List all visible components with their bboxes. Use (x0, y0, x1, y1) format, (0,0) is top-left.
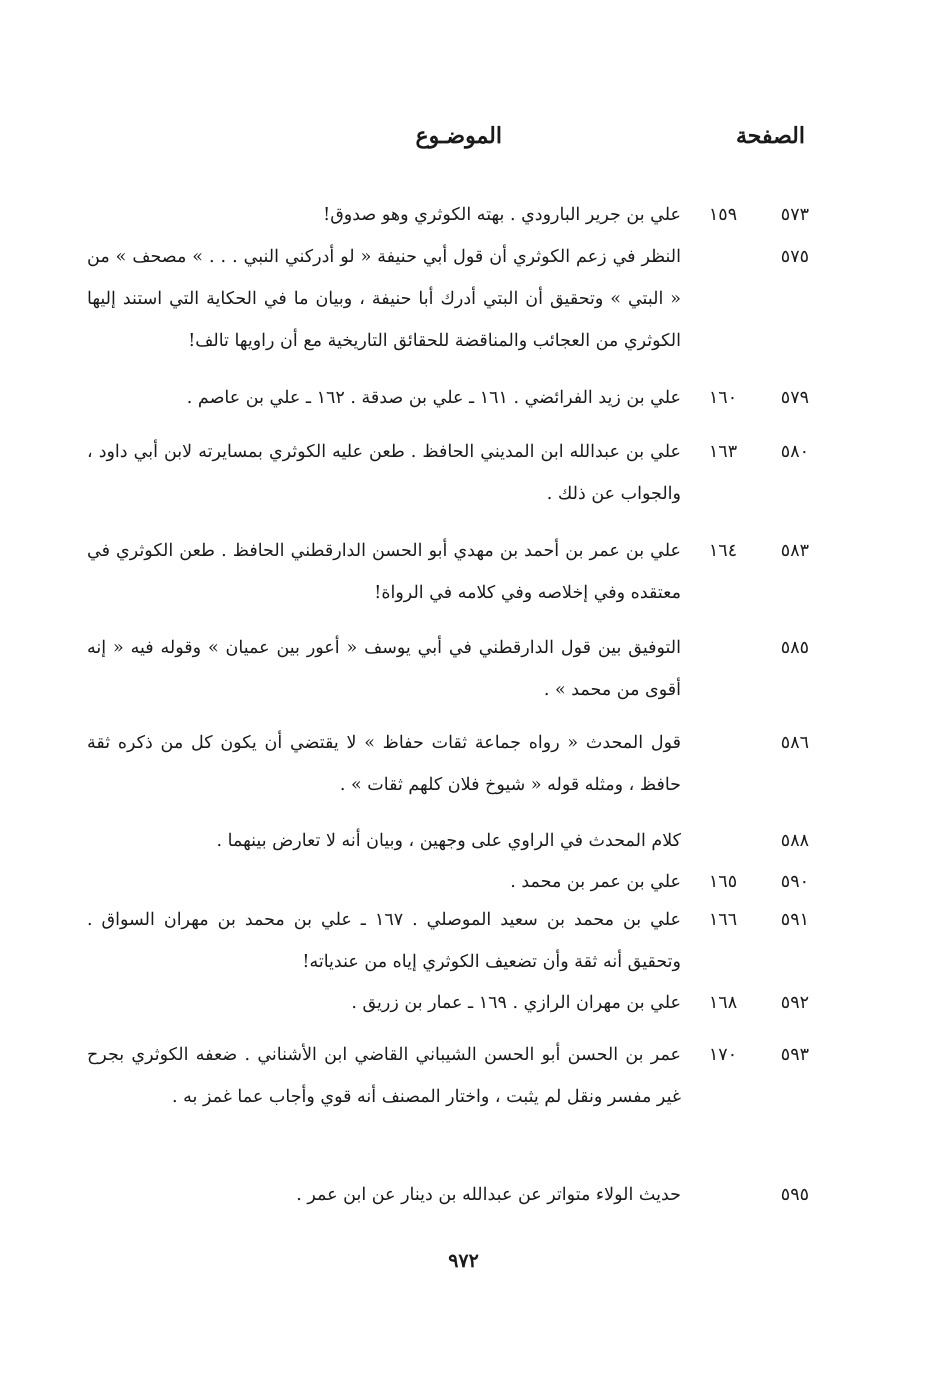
entry-page-number: ٥٩٢ (780, 993, 809, 1013)
index-entry (87, 627, 809, 711)
index-entry (87, 194, 809, 236)
topic-column-header: الموضـوع (415, 123, 502, 149)
entry-item-number: ١٦٤ (708, 541, 738, 561)
entry-page-number: ٥٩٥ (780, 1185, 809, 1205)
entry-page-number: ٥٩١ (780, 910, 809, 930)
entry-text: النظر في زعم الكوثري أن قول أبي حنيفة « لو أدركني النبي . . . » مصحف » من « البتي » وتحقيق أن البتي أدرك أبا حنيفة ، وبيان ما في الحكاية التي استند إليها الكوثري من العجائب والمناقضة للحقائق التاريخية مع أن راويها تالف! (87, 247, 681, 351)
entry-page-number: ٥٧٥ (780, 247, 809, 267)
entry-item-number: ١٦٣ (708, 442, 738, 462)
index-entry (87, 1034, 809, 1118)
index-entry (87, 899, 809, 983)
entry-item-number: ١٧٠ (708, 1045, 738, 1065)
entry-page-number: ٥٨٨ (780, 831, 809, 851)
entry-text: عمر بن الحسن أبو الحسن الشيباني القاضي ابن الأشناني . ضعفه الكوثري بجرح غير مفسر ونقل لم يثبت ، واختار المصنف أنه قوي وأجاب عما غمز به . (87, 1045, 681, 1107)
index-entry (87, 861, 809, 903)
entry-text: قول المحدث « رواه جماعة ثقات حفاظ » لا يقتضي أن يكون كل من ذكره ثقة حافظ ، ومثله قوله « شيوخ فلان كلهم ثقات » . (87, 733, 681, 795)
entry-item-number: ١٦٠ (708, 388, 738, 408)
entry-page-number: ٥٧٩ (780, 388, 809, 408)
index-entry (87, 377, 809, 419)
page-number: ٩٧٢ (448, 1250, 479, 1272)
entry-text: علي بن محمد بن سعيد الموصلي . ١٦٧ ـ علي بن محمد بن مهران السواق . وتحقيق أنه ثقة وأن تضعيف الكوثري إياه من عندياته! (87, 910, 681, 972)
entry-item-number: ١٦٨ (708, 993, 738, 1013)
entry-text: علي بن عمر بن أحمد بن مهدي أبو الحسن الدارقطني الحافظ . طعن الكوثري في معتقده وفي إخلاصه وفي كلامه في الرواة! (87, 541, 681, 603)
entry-item-number: ١٦٥ (708, 872, 738, 892)
entry-text: كلام المحدث في الراوي على وجهين ، وبيان أنه لا تعارض بينهما . (216, 831, 681, 851)
entry-text: علي بن زيد الفرائضي . ١٦١ ـ علي بن صدقة . ١٦٢ ـ علي بن عاصم . (186, 388, 681, 408)
index-entry (87, 530, 809, 614)
index-entry (87, 1174, 809, 1216)
index-entry (87, 722, 809, 806)
entry-page-number: ٥٩٣ (780, 1045, 809, 1065)
entry-text: علي بن مهران الرازي . ١٦٩ ـ عمار بن زريق . (351, 993, 681, 1013)
entry-item-number: ١٥٩ (708, 205, 738, 225)
entry-text: علي بن عمر بن محمد . (510, 872, 681, 892)
index-entry (87, 820, 809, 862)
entry-item-number: ١٦٦ (708, 910, 738, 930)
index-entry (87, 236, 809, 362)
entry-text: علي بن جرير البارودي . بهته الكوثري وهو صدوق! (323, 205, 681, 225)
entry-page-number: ٥٨٠ (780, 442, 809, 462)
entry-text: التوفيق بين قول الدارقطني في أبي يوسف « أعور بين عميان » وقوله فيه « إنه أقوى من محمد » . (87, 638, 681, 700)
index-entry (87, 431, 809, 515)
index-entry (87, 982, 809, 1024)
entry-text: حديث الولاء متواتر عن عبدالله بن دينار عن ابن عمر . (296, 1185, 681, 1205)
entry-page-number: ٥٩٠ (780, 872, 809, 892)
entry-page-number: ٥٨٣ (780, 541, 809, 561)
entry-page-number: ٥٨٥ (780, 638, 809, 658)
entry-page-number: ٥٧٣ (780, 205, 809, 225)
entry-page-number: ٥٨٦ (780, 733, 809, 753)
page-column-header: الصفحة (735, 123, 805, 149)
entry-text: علي بن عبدالله ابن المديني الحافظ . طعن عليه الكوثري بمسايرته لابن أبي داود ، والجواب عن ذلك . (87, 442, 681, 504)
